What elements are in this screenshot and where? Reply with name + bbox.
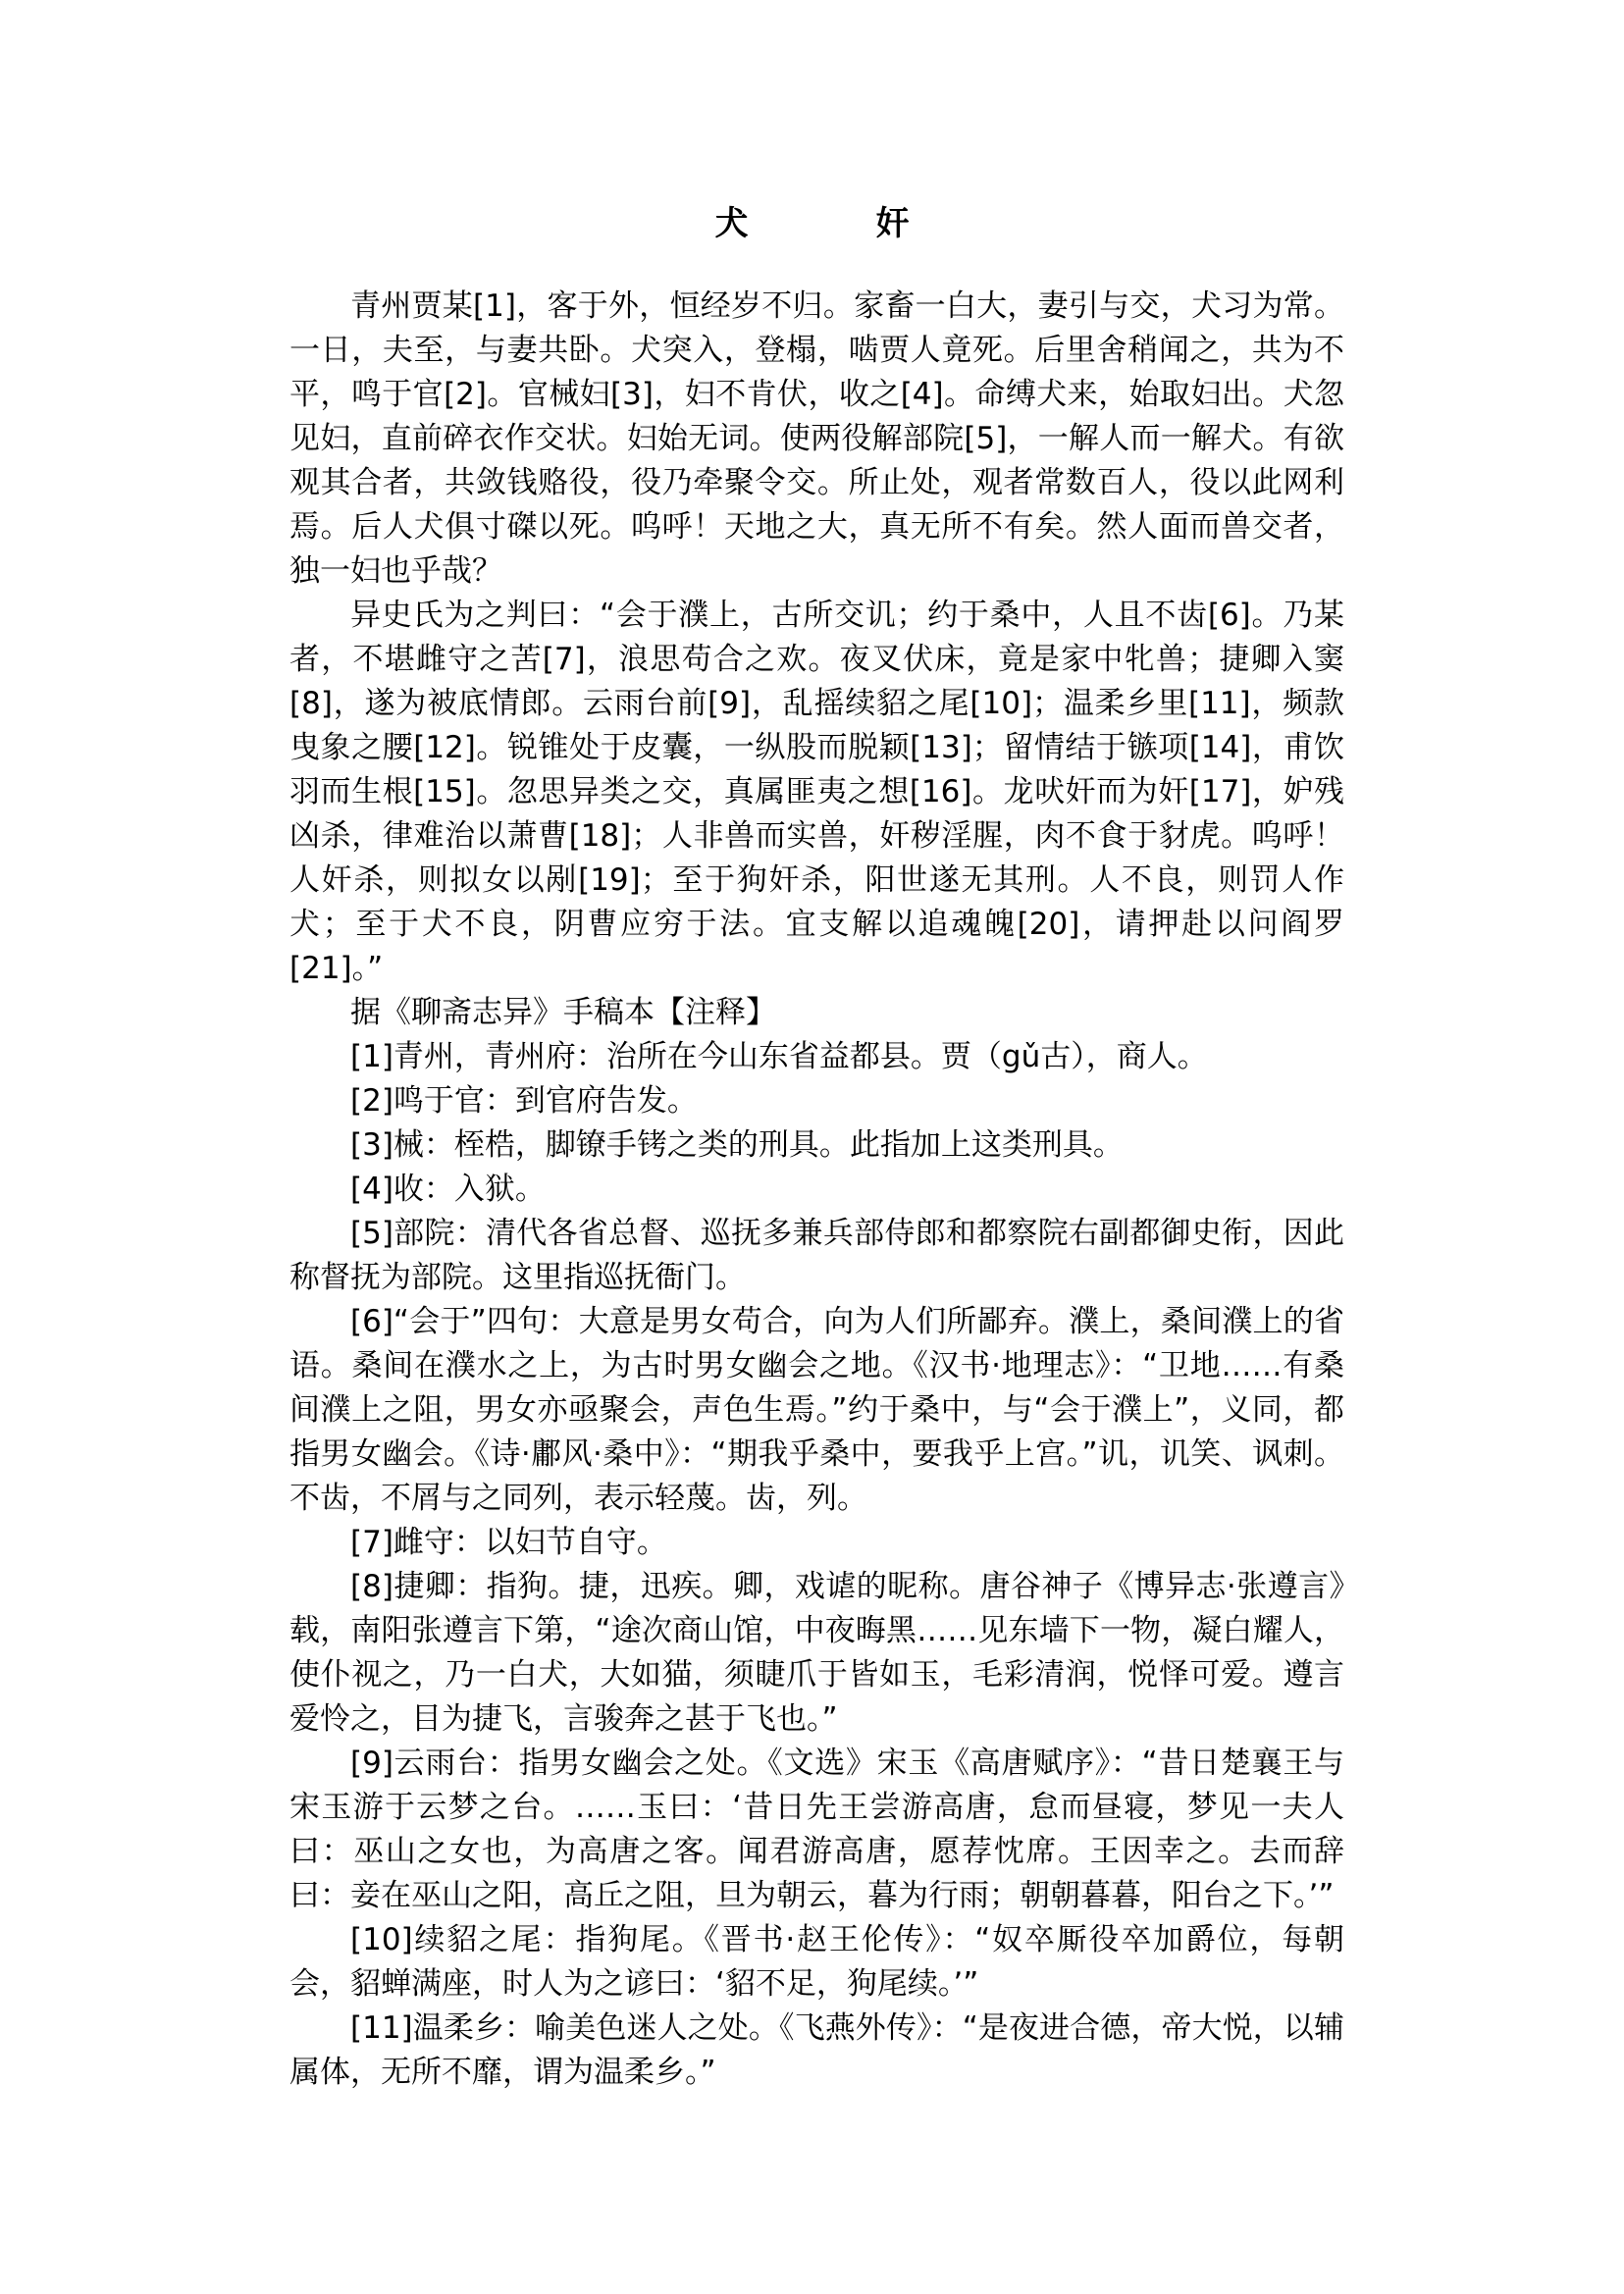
footnote-3: [3]械：桎梏，脚镣手铐之类的刑具。此指加上这类刑具。 — [350, 1127, 1124, 1163]
source-note: 据《聊斋志异》手稿本【注释】 — [350, 995, 776, 1030]
footnote-2: [2]鸣于官：到官府告发。 — [350, 1083, 698, 1119]
document-body — [289, 285, 1344, 2095]
footnote-7: [7]雌守：以妇节自守。 — [350, 1525, 667, 1560]
page-title: 犬 奸 — [714, 204, 957, 243]
footnote-5: [5]部院：清代各省总督、巡抚多兼兵部侍郎和都察院右副都御史衔，因此称督抚为部院。这里指巡抚衙门。 — [289, 1216, 1344, 1295]
footnote-1: [1]青州，青州府：治所在今山东省益都县。贾（gǔ古），商人。 — [350, 1039, 1208, 1074]
footnote-6: [6]“会于”四句：大意是男女苟合，向为人们所鄙弃。濮上，桑间濮上的省语。桑间在濮水之上，为古时男女幽会之地。《汉书·地理志》：“卫地……有桑间濮上之阻，男女亦亟聚会，声色生焉。”约于桑中，与“会于濮上”，义同，都指男女幽会。《诗·鄘风·桑中》：“期我乎桑中，要我乎上宫。”讥，讥笑、讽刺。不齿，不屑与之同列，表示轻蔑。齿，列。 — [289, 1304, 1344, 1516]
footnote-10: [10]续貂之尾：指狗尾。《晋书·赵王伦传》：“奴卒厮役卒加爵位，每朝会，貂蝉满座，时人为之谚曰：‘貂不足，狗尾续。’” — [289, 1922, 1344, 2002]
commentary-paragraph: 异史氏为之判曰：“会于濮上，古所交讥；约于桑中，人且不齿[6]。乃某者，不堪雌守之苦[7]，浪思苟合之欢。夜叉伏床，竟是家中牝兽；捷卿入窦[8]，遂为被底情郎。云雨台前[9]，乱摇续貂之尾[10]；温柔乡里[11]，频款曳象之腰[12]。锐锥处于皮囊，一纵股而脱颖[13]；留情结于镞项[14]，甫饮羽而生根[15]。忽思异类之交，真属匪夷之想[16]。龙吠奸而为奸[17]，妒残凶杀，律难治以萧曹[18]；人非兽而实兽，奸秽淫腥，肉不食于豺虎。呜呼！人奸杀，则拟女以剐[19]；至于狗奸杀，阳世遂无其刑。人不良，则罚人作犬；至于犬不良，阴曹应穷于法。宜支解以追魂魄[20]，请押赴以问阎罗[21]。” — [289, 598, 1344, 986]
story-paragraph: 青州贾某[1]，客于外，恒经岁不归。家畜一白大，妻引与交，犬习为常。一日，夫至，与妻共卧。犬突入，登榻，啮贾人竟死。后里舍稍闻之，共为不平，鸣于官[2]。官械妇[3]，妇不肯伏，收之[4]。命缚犬来，始取妇出。犬忽见妇，直前碎衣作交状。妇始无词。使两役解部院[5]，一解人而一解犬。有欲观其合者，共敛钱赂役，役乃牵聚令交。所止处，观者常数百人，役以此网利焉。后人犬俱寸磔以死。呜呼！天地之大，真无所不有矣。然人面而兽交者，独一妇也乎哉？ — [289, 288, 1344, 589]
footnote-11: [11]温柔乡：喻美色迷人之处。《飞燕外传》：“是夜进合德，帝大悦，以辅属体，无所不靡，谓为温柔乡。” — [289, 2010, 1344, 2090]
footnote-4: [4]收：入狱。 — [350, 1172, 546, 1207]
footnote-8: [8]捷卿：指狗。捷，迅疾。卿，戏谑的昵称。唐谷神子《博异志·张遵言》载，南阳张遵言下第，“途次商山馆，中夜晦黑……见东墙下一物，凝白耀人，使仆视之，乃一白犬，大如猫，须睫爪于皆如玉，毛彩清润，悦怿可爱。遵言爱怜之，目为捷飞，言骏奔之甚于飞也。” — [289, 1569, 1344, 1737]
footnote-9: [9]云雨台：指男女幽会之处。《文选》宋玉《高唐赋序》：“昔日楚襄王与宋玉游于云梦之台。……玉曰：‘昔日先王尝游高唐，怠而昼寝，梦见一夫人曰：巫山之女也，为高唐之客。闻君游高唐，愿荐忱席。王因幸之。去而辞曰：妾在巫山之阳，高丘之阻，旦为朝云，暮为行雨；朝朝暮暮，阳台之下。’” — [289, 1746, 1344, 1913]
